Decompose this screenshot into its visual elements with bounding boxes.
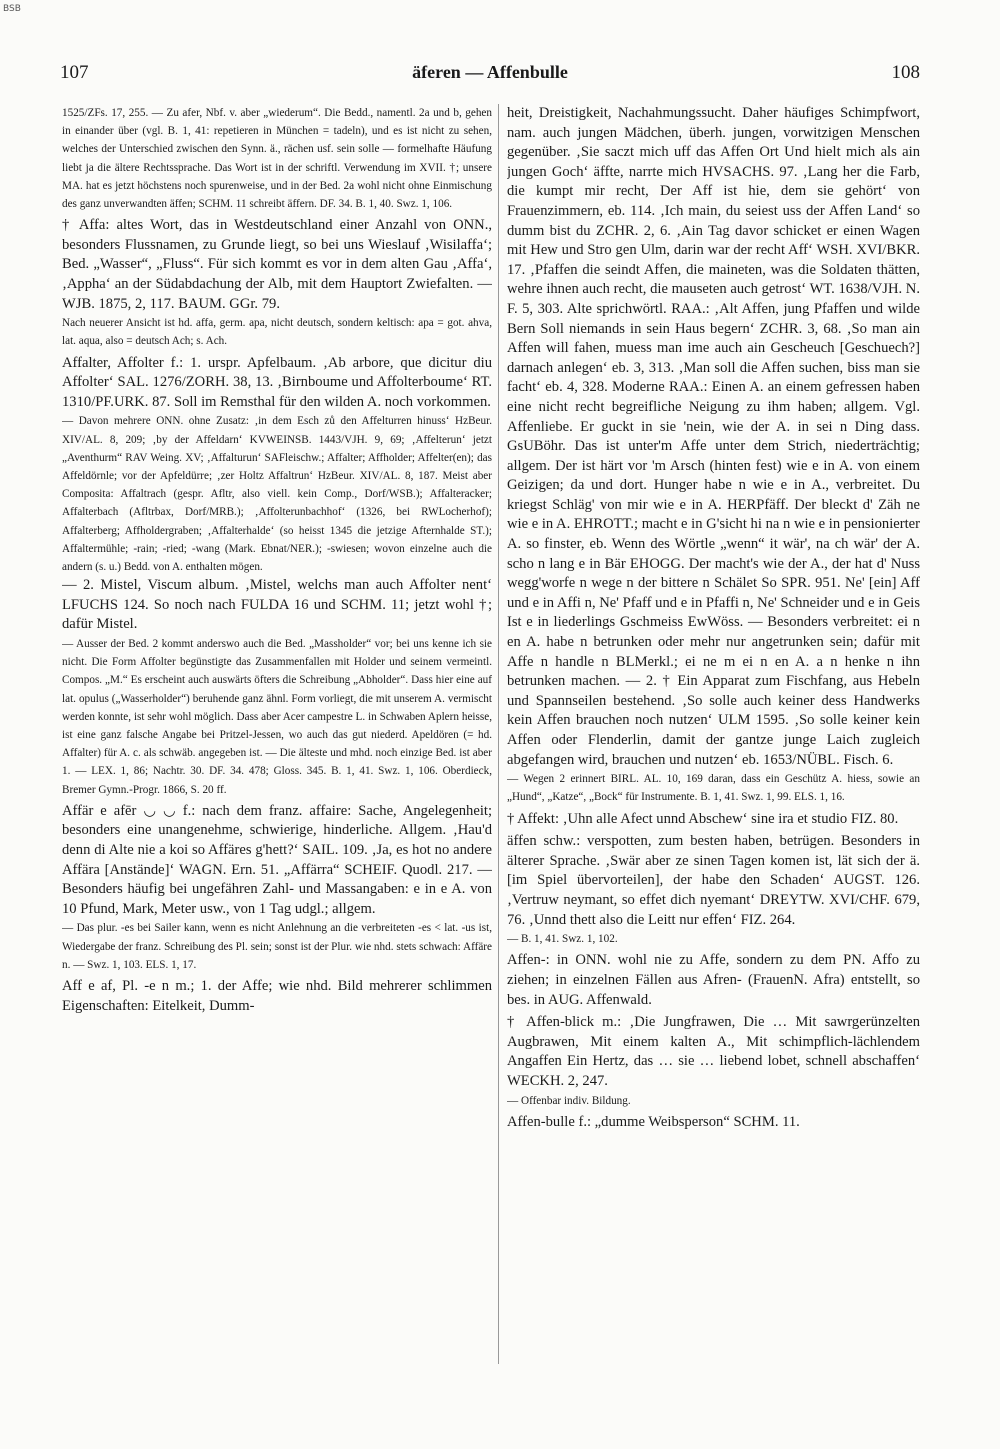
entry-paragraph: Affär e afēr ◡ ◡ f.: nach dem franz. affaire: Sache, Angelegenheit; besonders eine unangenehme, schwierige, hinderliche. Allgem. ‚Hau'd denn di Alte nie a koi so Affäres g'hett?‘ SAIL. 109. ‚Ja, es hot no andere Affära [Anstände]‘ WAGN. Ern. 51. „Affärra“ SCHEIF. Quodl. 217. — Besonders häufig bei ungefähren Zahl- und Massangaben: e in e A. von 10 Pfund, Mark, Meter usw., von 1 Tag udgl.; allgem.: [62, 802, 492, 917]
entry-paragraph: Affen-bulle f.: „dumme Weibsperson“ SCHM. 11.: [507, 1113, 800, 1130]
entry-paragraph: Affalter, Affolter f.: 1. urspr. Apfelbaum. ‚Ab arbore, que dicitur diu Affolter‘ SAL. 1276/ZORH. 38, 13. ‚Birnboume und Affolterboume‘ RT. 1310/PF.URK. 87. Soll im Remsthal für den wilden A. noch vorkommen.: [62, 354, 492, 410]
left-column: [62, 104, 492, 1424]
running-head: äferen — Affenbulle: [412, 62, 568, 82]
note-paragraph: — Ausser der Bed. 2 kommt anderswo auch die Bed. „Massholder“ vor; bei uns kenne ich sie nicht. Die Form Affolter begünstigte das Zusammenfallen mit Holder und seinem vermeintl. Compos. „M.“ Es erscheint auch auswärts öfters die Schreibung „Abholder“. Dass hier eine auf lat. opulus („Wasserholder“) beruhende ganz ähnl. Form vorliegt, die mit unserem A. vermischt werden konnte, ist sehr wohl möglich. Dass aber Acer campestre L. in Schwaben Aplern heisse, ist eine ganz falsche Angabe bei Pritzel-Jessen, wo auch das gut niederd. Apeldören (= hd. Affalter) für A. c. als schwäb. angegeben ist. — Die älteste und mhd. noch einzige Bed. ist aber 1. — LEX. 1, 86; Nachtr. 30. DF. 34. 478; Gloss. 345. B. 1, 41. Swz. 1, 106. Oberdieck, Bremer Gymn.-Progr. 1866, S. 20 ff.: [62, 637, 492, 796]
entry-paragraph: — 2. Mistel, Viscum album. ‚Mistel, welchs man auch Affolter nent‘ LFUCHS 124. So noch nach FULDA 16 und SCHM. 11; jetzt wohl †; dafür Mistel.: [62, 577, 492, 633]
entry-paragraph: † Affen-blick m.: ‚Die Jungfrawen, Die … Mit sawrgerünzelten Augbrawen, Mit einem kalten A., Mit schimpflich-lächlendem Angaffen Ein Hertz, das … sie … liebend lobet, schnell abschaffen‘ WECKH. 2, 247.: [507, 1014, 920, 1089]
entry-paragraph: † Affekt: ‚Uhn alle Afect unnd Abschew‘ sine ira et studio FIZ. 80.: [507, 810, 899, 827]
entry-paragraph: äffen schw.: verspotten, zum besten haben, betrügen. Besonders in älterer Sprache. ‚Swär aber ze sinen Tagen komen ist, lät sich der ä. [im Spiel übervorteilen], der habe den Schaden‘ AUGST. 126. ‚Vertruw neymant, so effet dich nyemant‘ DREYTW. XVI/CHF. 679, 76. ‚Unnd thett also die Leitt nur effen‘ FIZ. 264.: [507, 833, 920, 928]
entry-paragraph: † Affa: altes Wort, das in Westdeutschland einer Anzahl von ONN., besonders Flussnamen, zu Grunde liegt, so bei uns Wieslauf ‚Wisilaffa‘; Bed. „Wasser“, „Fluss“. Für sich kommt es vor in dem alten Gau ‚Affa‘, ‚Appha‘ an der Südabdachung der Alb, mit dem Hauptort Zwiefalten. — WJB. 1875, 2, 117. BAUM. GGr. 79.: [62, 217, 492, 312]
note-paragraph: — Offenbar indiv. Bildung.: [507, 1094, 631, 1107]
note-paragraph: — B. 1, 41. Swz. 1, 102.: [507, 933, 618, 946]
column-divider: [498, 104, 499, 1364]
note-paragraph: — Wegen 2 erinnert BIRL. AL. 10, 169 daran, dass ein Geschütz A. hiess, sowie an „Hund“, „Katze“, „Bock“ für Instrumente. B. 1, 41. Swz. 1, 99. ELS. 1, 16.: [507, 773, 920, 804]
page-header: [60, 62, 920, 92]
right-column: [507, 104, 920, 1424]
library-stamp: BSB: [3, 4, 21, 14]
page-number-left: 107: [60, 62, 89, 83]
entry-paragraph: Aff e af, Pl. -e n m.; 1. der Affe; wie nhd. Bild mehrerer schlimmen Eigenschaften: Eitelkeit, Dumm-: [62, 977, 492, 1014]
note-paragraph: 1525/ZFs. 17, 255. — Zu afer, Nbf. v. aber „wiederum“. Die Bedd., namentl. 2a und b, gehen in einander über (vgl. B. 1, 41: repetieren in München = tadeln), und es ist nicht zu sehen, welches der Unterschied zwischen den Synn. ä., rächen usf. sein solle — formelhafte Häufung liebt ja die ältere Rechtssprache. Das Wort ist in der schriftl. Verwendung im XVII. †; unsere MA. hat es jetzt höchstens noch spurenweise, und in der Bed. 2a wohl nicht ohne Einmischung des ganz unverwandten äffen; SCHM. 11 schreibt äffern. DF. 34. B. 1, 40. Swz. 1, 106.: [62, 107, 492, 211]
note-paragraph: — Das plur. -es bei Sailer kann, wenn es nicht Anlehnung an die verbreiteten -es < lat. -us ist, Wiedergabe der franz. Schreibung des Pl. sein; sonst ist der Plur. wie nhd. stets schwach: Affäre n. — Swz. 1, 103. ELS. 1, 17.: [62, 922, 492, 971]
entry-paragraph: Affen-: in ONN. wohl nie zu Affe, sondern zu dem PN. Affo zu ziehen; in einzelnen Fällen aus Afren- (FrauenN. Afra) entstellt, so bes. in AUG. Affenwald.: [507, 952, 920, 1008]
note-paragraph: Nach neuerer Ansicht ist hd. affa, germ. apa, nicht deutsch, sondern keltisch: apa = got. ahva, lat. aqua, also = deutsch Ach; s. Ach.: [62, 317, 492, 348]
entry-paragraph: heit, Dreistigkeit, Nachahmungssucht. Daher häufiges Schimpfwort, nam. auch jungen Mädchen, überh. jungen, vorwitzigen Menschen gegenüber. ‚Sie saczt mich uff das Affen Ort Und hielt mich als ain jungen Goch‘ äffte, narrte mich HVSACHS. 97. ‚Lang her die Farb, die kumpt mir recht, Der Aff ist hie, dem sie gehört‘ von Frauenzimmern, eb. 114. ‚Ich main, du seiest uss der Affen Land‘ so dumm bist du ZCHR. 2, 6. ‚Ain Tag davor schicket er einen Wagen mit Hew und Stro gen Ulm, darin war der recht Aff‘ WSH. XVI/BKR. 17. ‚Pfaffen die seindt Affen, die maineten, was die Soldaten thätten, wehre ihnen auch recht, die mauseten auch getrost‘ WT. 1638/VJH. N. F. 5, 303. Alte sprichwörtl. RAA.: ‚Alt Affen, jung Pfaffen und wilde Bern Soll niemands in sein Haus begern‘ ZCHR. 3, 68. ‚So man ain Affen will fahen, muess man ime auch ain Gescheuch [Geschuech?] darnach anlegen‘ eb. 3, 313. ‚Man soll die Affen suchen, biss man sie facht‘ eb. 4, 328. Moderne RAA.: Einen A. an einem gefressen haben eine nicht recht begreifliche Neigung zu ihm haben; allgem. Vgl. Affenliebe. Er guckt in sie 'nein, wie der A. in sei n Ding dass. GsUBöhr. Das ist unter'm Affe unter dem Strich, niederträchtig; allgem. Der ist härt vor 'm Arsch (hinten fest) wie e in A. von einem Geizigen; da und dort. Hunger habe n wie e in A., verbreitet. Du kriegst Schläg' von mir wie e in A. HERPfäff. Der bleckt d' Zäh ne wie e in A. EHROTT.; macht e in G'sicht hi na n wie e in pensionierter A. so finster, eb. Wenn des Wörtle „wenn“ it wär', na ch wär' der A. scho n lang e in Bär EHOGG. Der macht's wie der A., der hat d' Nuss wegg'worfe n wege n der bittere n Schälet So SPR. 951. Ne' [ein] Aff und e in Affi n, Ne' Pfaff und e in Pfaffi n, Ne' Schneider und e in Geis Ist e in liederlings Gschmeiss EwWöss. — Besonders verbreitet: ei n en A. habe n betrunken oder mehr nur angetrunken sein; dafür mit Affe n handle n BLMerkl.; ei ne m ei n en A. a n henke n ihn betrunken machen. — 2. † Ein Apparat zum Fischfang, aus Hebeln und Spannseilen bestehend. ‚So solle auch keiner dess Handwerks kein Affen brauchen noch nutzen‘ ULM 1595. ‚So solle keiner kein Affen oder Flenderlin, damit der gantze junge Laich zugleich abgefangen wird, brauchen und nutzen‘ eb. 1653/NÜBL. Fisch. 6.: [507, 105, 920, 768]
page-number-right: 108: [891, 62, 920, 83]
note-paragraph: — Davon mehrere ONN. ohne Zusatz: ‚in dem Esch zů den Affelturren hinuss‘ HzBeur. XIV/AL. 8, 209; ‚by der Affeldarn‘ KVWEINSB. 1443/VJH. 9, 69; ‚Affelterun‘ jetzt „Aventhurm“ RAV Weing. XV; ‚Affalturun‘ SAFleischw.; Affalter; Affholder; Affelter(en); das Affeldörnle; vor der Apfeldürre; ‚zer Holtz Affaltrun‘ HzBeur. XIV/AL. 8, 187. Meist aber Composita: Affaltrach (gespr. Afltr, also viell. kein Comp., Dorf/WSB.); Affalteracker; Affalterbach (Afltrbax, Dorf/MRB.); ‚Affolterunbachhof‘ (1326, bei RWLocherhof); Affalterberg; Affholdergraben; ‚Affalterhalde‘ (so heisst 1345 die jetzige Afternhalde ST.); Affaltermühle; -rain; -ried; -wang (Mark. Ebnat/NER.); -swiesen; wovon einzelne auch die andern (s. u.) Bedd. von A. enthalten mögen.: [62, 415, 492, 573]
